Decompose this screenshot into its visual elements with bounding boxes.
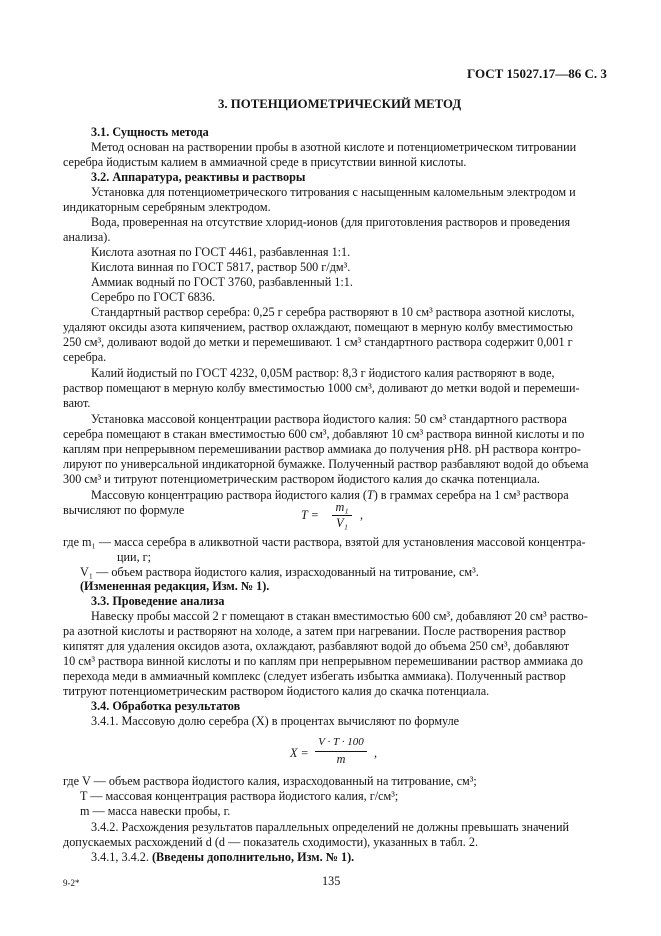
section-title: 3. ПОТЕНЦИОМЕТРИЧЕСКИЙ МЕТОД — [218, 97, 462, 111]
text-line: серебра. — [63, 350, 107, 364]
reagent-line: Серебро по ГОСТ 6836. — [91, 290, 216, 304]
where-line: где m₁ — масса серебра в аликвотной части раствора, взятой для установления массовой концентра- — [63, 535, 586, 549]
text-line: лируют по универсальной индикаторной бумажке. Полученный раствор разбавляют водой до объема — [63, 457, 589, 471]
amendment-note: (Введены дополнительно, Изм. № 1). — [151, 850, 355, 864]
signature-mark: 9-2* — [63, 878, 80, 888]
text-line: титруют потенциометрическим раствором йодистого калия до скачка потенциала. — [63, 684, 490, 698]
where-line: где V — объем раствора йодистого калия, израсходованный на титрование, см³; — [63, 774, 477, 788]
heading-3-1: 3.1. Сущность метода — [91, 125, 209, 139]
text-line: вают. — [63, 396, 91, 410]
text-line: каплям при непрерывном перемешивании раствор аммиака до получения рН8. рН раствора контро- — [63, 442, 581, 456]
text-line: 3.4.2. Расхождения результатов параллельных определений не должны превышать значений — [91, 820, 570, 834]
text-line: индикаторным серебряным электродом. — [63, 200, 271, 214]
text-fragment: 3.4.1, 3.4.2. — [91, 850, 152, 864]
reagent-line: Кислота винная по ГОСТ 5817, раствор 500 г/дм³. — [91, 260, 351, 274]
text-line: раствор помещают в мерную колбу вместимостью 1000 см³, доливают до метки водой и перемеши- — [63, 381, 580, 395]
heading-3-3: 3.3. Проведение анализа — [91, 594, 225, 608]
formula-2-numerator: V · T · 100 — [318, 736, 364, 748]
where-line: T — массовая концентрация раствора йодистого калия, г/см³; — [80, 789, 399, 803]
text-line: вычисляют по формуле — [63, 503, 185, 517]
document-header-ref: ГОСТ 15027.17—86 С. 3 — [467, 66, 607, 81]
reagent-line: Кислота азотная по ГОСТ 4461, разбавленная 1:1. — [91, 245, 351, 259]
reagent-line: Аммиак водный по ГОСТ 3760, разбавленный 1:1. — [91, 275, 353, 289]
text-line: ра азотной кислоты и растворяют на холоде, а затем при нагревании. После растворения раствор — [63, 624, 566, 638]
text-line: Стандартный раствор серебра: 0,25 г серебра растворяют в 10 см³ раствора азотной кислоты, — [91, 305, 575, 319]
text-line: кипятят для удаления оксидов азота, охлаждают, разбавляют водой до объема 250 см³, добавляют — [63, 639, 570, 653]
where-line: V₁ — объем раствора йодистого калия, израсходованный на титрование, см³. — [80, 565, 479, 579]
text-line: Калий йодистый по ГОСТ 4232, 0,05М раствор: 8,3 г йодистого калия растворяют в воде, — [91, 366, 555, 380]
text-line: 10 см³ раствора винной кислоты и по каплям при непрерывном перемешивании раствор аммиака до — [63, 654, 584, 668]
where-line: m — масса навески пробы, г. — [80, 804, 231, 818]
where-line: ции, г; — [117, 550, 152, 564]
text-line: Метод основан на растворении пробы в азотной кислоте и потенциометрическом титровании — [91, 140, 577, 154]
text-fragment: Массовую концентрацию раствора йодистого калия ( — [91, 488, 367, 502]
formula-2-denominator: m — [336, 752, 346, 766]
text-line: удаляют оксиды азота кипячением, раствор охлаждают, помещают в мерную колбу вместимостью — [63, 320, 573, 334]
text-line: 250 см³, доливают водой до метки и перемешивают. 1 см³ стандартного раствора содержит 0,001 г — [63, 335, 573, 349]
variable-T: T — [366, 488, 374, 502]
text-line: 300 см³ и титруют потенциометрическим раствором йодистого калия до скачка потенциала. — [63, 472, 540, 486]
amendment-note: (Измененная редакция, Изм. № 1). — [80, 579, 270, 593]
text-line: серебра помещают в стакан вместимостью 600 см³, добавляют 10 см³ раствора винной кислоты и по — [63, 427, 585, 441]
text-line: Установка для потенциометрического титрования с насыщенным каломельным электродом и — [91, 185, 576, 199]
heading-3-4: 3.4. Обработка результатов — [91, 699, 241, 713]
heading-3-2: 3.2. Аппаратура, реактивы и растворы — [91, 170, 306, 184]
formula-1-denominator: V₁ — [336, 516, 348, 530]
page-number: 135 — [322, 874, 341, 888]
formula-2-lhs: X = — [290, 746, 309, 760]
formula-1-tail: , — [360, 508, 364, 522]
text-line: допускаемых расхождений d (d — показатель сходимости), указанных в табл. 2. — [63, 835, 478, 849]
text-line: 3.4.1. Массовую долю серебра (X) в процентах вычисляют по формуле — [91, 714, 460, 728]
text-fragment: ) в граммах серебра на 1 см³ раствора — [373, 488, 569, 502]
text-line: перехода меди в аммиачный комплекс (следует избегать избытка аммиака). Полученный раствор — [63, 669, 566, 683]
text-line: Навеску пробы массой 2 г помещают в стакан вместимостью 600 см³, добавляют 20 см³ раство- — [91, 609, 588, 623]
formula-1-lhs: T = — [301, 508, 319, 522]
text-line: Установка массовой концентрации раствора йодистого калия: 50 см³ стандартного раствора — [91, 412, 567, 426]
formula-1-numerator: m₁ — [335, 500, 349, 514]
text-line — [91, 850, 354, 866]
formula-2-tail: , — [374, 746, 378, 760]
text-line: анализа). — [63, 230, 111, 244]
text-line: серебра йодистым калием в аммиачной среде в присутствии винной кислоты. — [63, 155, 467, 169]
text-line: Вода, проверенная на отсутствие хлорид-ионов (для приготовления растворов и проведения — [91, 215, 571, 229]
